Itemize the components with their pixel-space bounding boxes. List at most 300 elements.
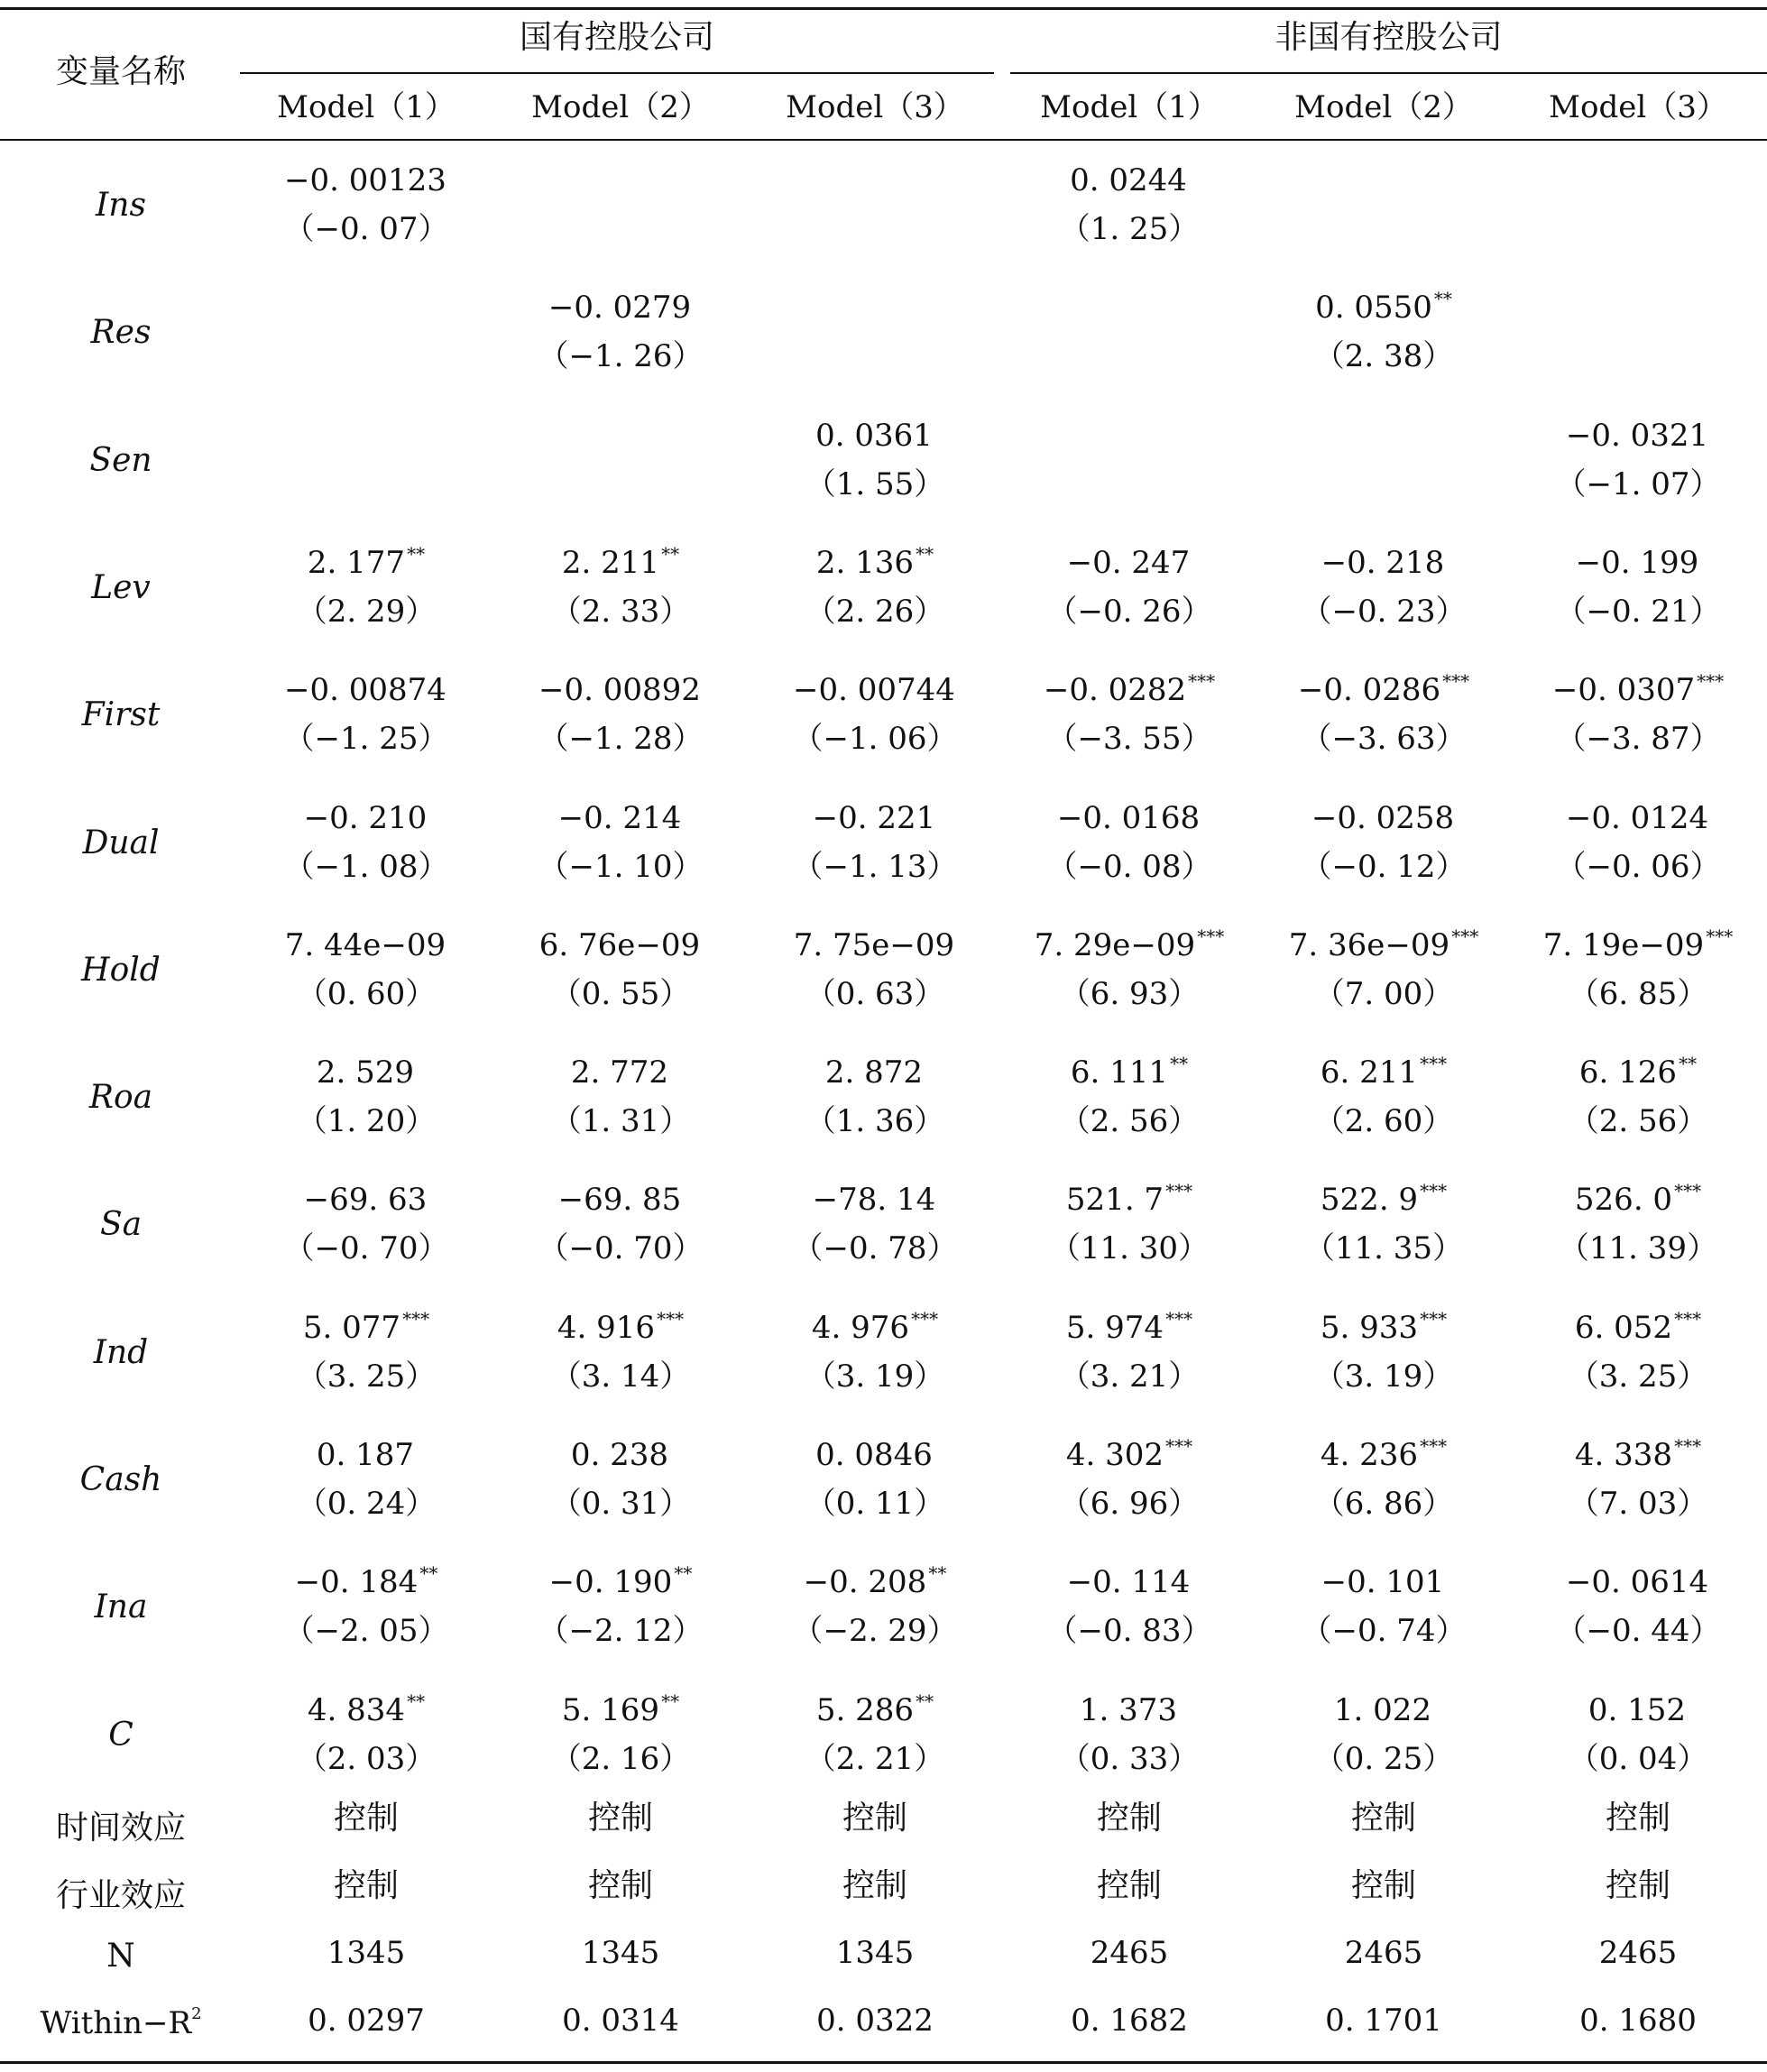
t-statistic-cell: （3. 25） xyxy=(1568,1358,1708,1395)
coefficient-cell xyxy=(494,1048,747,1097)
footer-value: 0. 1701 xyxy=(1325,2003,1442,2039)
t-statistic-cell: （−3. 87） xyxy=(1555,721,1721,758)
footer-value: 控制 xyxy=(1605,1867,1670,1904)
coefficient-value: 5. 933 xyxy=(1320,1309,1419,1346)
t-statistic-cell: （−1. 25） xyxy=(283,721,449,758)
coefficient-cell xyxy=(749,411,1001,460)
footer-value: 0. 1680 xyxy=(1579,2003,1697,2039)
coefficient-cell xyxy=(1512,411,1764,460)
coefficient-value: −0. 210 xyxy=(303,799,428,836)
group-header-state-owned: 国有控股公司 xyxy=(519,19,714,56)
model-header: Model（2） xyxy=(531,89,710,125)
t-statistic-cell: （3. 19） xyxy=(805,1358,945,1395)
footer-row-label xyxy=(4,2005,238,2041)
coefficient-cell xyxy=(749,1558,1001,1607)
t-statistic-cell: （0. 55） xyxy=(550,975,691,1012)
coefficient-value: 2. 772 xyxy=(570,1054,669,1091)
coefficient-cell xyxy=(749,1686,1001,1735)
coefficient-value: 521. 7 xyxy=(1065,1182,1164,1219)
t-statistic-cell: （2. 21） xyxy=(805,1740,945,1777)
coefficient-cell xyxy=(749,921,1001,970)
t-statistic-cell: （−0. 08） xyxy=(1046,848,1212,885)
coefficient-value: 1. 373 xyxy=(1079,1691,1178,1728)
footer-label-text: 行业效应 xyxy=(55,1877,186,1914)
coefficient-cell xyxy=(494,411,747,460)
variable-name: First xyxy=(81,696,161,734)
coefficient-value: −0. 0279 xyxy=(548,290,692,327)
header-rule xyxy=(0,139,1767,141)
coefficient-value: −0. 0258 xyxy=(1311,799,1455,836)
coefficient-value: −0. 00874 xyxy=(284,672,446,709)
coefficient-cell xyxy=(749,156,1001,205)
coefficient-cell xyxy=(1003,921,1256,970)
coefficient-cell xyxy=(240,539,492,587)
model-header: Model（1） xyxy=(277,89,456,125)
coefficient-value: 6. 111 xyxy=(1070,1054,1169,1091)
coefficient-value: 0. 0361 xyxy=(815,417,933,454)
coefficient-cell xyxy=(1512,283,1764,332)
coefficient-value: 2. 177 xyxy=(307,544,406,581)
significance-stars: *** xyxy=(1674,1180,1702,1202)
footer-value: 0. 0322 xyxy=(816,2003,934,2039)
coefficient-cell xyxy=(1257,1686,1510,1735)
coefficient-cell xyxy=(494,921,747,970)
coefficient-cell xyxy=(494,1558,747,1607)
t-statistic-cell: （−1. 07） xyxy=(1555,465,1721,502)
coefficient-cell xyxy=(749,1048,1001,1097)
top-rule xyxy=(0,7,1767,10)
coefficient-value: 6. 76e−09 xyxy=(538,926,701,963)
footer-row-label xyxy=(4,1870,238,1916)
t-statistic-cell: （−0. 21） xyxy=(1555,593,1721,630)
footer-value: 1345 xyxy=(327,1935,406,1971)
footer-value: 控制 xyxy=(587,1867,653,1904)
coefficient-value: 0. 238 xyxy=(570,1437,669,1473)
t-statistic-cell: （−1. 13） xyxy=(792,848,958,885)
significance-stars: ** xyxy=(916,542,934,565)
t-statistic-cell: （3. 14） xyxy=(550,1358,691,1395)
coefficient-cell xyxy=(1257,1303,1510,1352)
footer-label-text: Within−R xyxy=(40,2005,192,2041)
significance-stars: ** xyxy=(419,1562,438,1585)
coefficient-cell xyxy=(1257,921,1510,970)
t-statistic-cell: （2. 38） xyxy=(1313,338,1454,375)
footer-value: 2465 xyxy=(1344,1935,1423,1971)
t-statistic-cell: （−2. 29） xyxy=(792,1613,958,1650)
t-statistic-cell: （2. 33） xyxy=(550,593,691,630)
footer-row-label xyxy=(4,1938,238,1975)
coefficient-cell xyxy=(494,1431,747,1479)
significance-stars: ** xyxy=(674,1562,693,1585)
significance-stars: *** xyxy=(1674,1307,1702,1330)
coefficient-cell xyxy=(1257,411,1510,460)
coefficient-cell xyxy=(1257,1048,1510,1097)
significance-stars: ** xyxy=(1170,1053,1189,1075)
coefficient-value: −0. 0282 xyxy=(1043,672,1187,709)
coefficient-cell xyxy=(1003,1048,1256,1097)
t-statistic-cell: （6. 85） xyxy=(1568,975,1708,1012)
t-statistic-cell: （2. 26） xyxy=(805,593,945,630)
significance-stars: *** xyxy=(1697,670,1725,693)
coefficient-cell xyxy=(1512,1686,1764,1735)
variable-name: Sen xyxy=(89,441,152,479)
coefficient-cell xyxy=(1003,1303,1256,1352)
coefficient-cell xyxy=(1257,1175,1510,1224)
significance-stars: ** xyxy=(661,542,680,565)
coefficient-value: 5. 169 xyxy=(561,1691,660,1728)
t-statistic-cell: （11. 35） xyxy=(1303,1230,1464,1267)
coefficient-value: 6. 211 xyxy=(1320,1054,1419,1091)
group-header-non-state-owned: 非国有控股公司 xyxy=(1275,19,1503,56)
coefficient-value: 7. 29e−09 xyxy=(1034,926,1196,963)
coefficient-value: −78. 14 xyxy=(812,1182,936,1219)
coefficient-cell xyxy=(494,539,747,587)
t-statistic-cell: （1. 20） xyxy=(296,1103,437,1140)
variable-name: Roa xyxy=(88,1079,153,1117)
coefficient-cell xyxy=(240,921,492,970)
coefficient-cell xyxy=(1512,794,1764,843)
t-statistic-cell: （1. 36） xyxy=(805,1103,945,1140)
coefficient-cell xyxy=(494,156,747,205)
t-statistic-cell: （−1. 26） xyxy=(538,338,704,375)
significance-stars: ** xyxy=(928,1562,947,1585)
coefficient-value: −0. 0321 xyxy=(1565,417,1709,454)
t-statistic-cell: （−1. 08） xyxy=(283,848,449,885)
significance-stars: ** xyxy=(407,542,426,565)
coefficient-cell xyxy=(1257,1431,1510,1479)
t-statistic-cell: （6. 96） xyxy=(1059,1486,1200,1522)
variable-name: Res xyxy=(90,314,152,352)
coefficient-cell xyxy=(1003,1175,1256,1224)
coefficient-cell xyxy=(1257,156,1510,205)
variable-name: Ins xyxy=(96,187,146,224)
footer-value: 0. 0314 xyxy=(562,2003,679,2039)
model-header: Model（1） xyxy=(1040,89,1219,125)
t-statistic-cell: （0. 33） xyxy=(1059,1740,1200,1777)
coefficient-value: −0. 0286 xyxy=(1297,672,1441,709)
t-statistic-cell: （−0. 83） xyxy=(1046,1613,1212,1650)
significance-stars: ** xyxy=(1433,288,1452,310)
variable-name: Dual xyxy=(82,824,160,861)
t-statistic-cell: （−0. 70） xyxy=(538,1230,704,1267)
coefficient-cell xyxy=(1512,1048,1764,1097)
coefficient-value: 2. 529 xyxy=(316,1054,415,1091)
coefficient-cell xyxy=(494,283,747,332)
coefficient-cell xyxy=(1003,1686,1256,1735)
significance-stars: *** xyxy=(1420,1053,1448,1075)
t-statistic-cell: （1. 31） xyxy=(550,1103,691,1140)
coefficient-value: −0. 0614 xyxy=(1565,1564,1709,1601)
coefficient-cell xyxy=(749,666,1001,714)
variable-name-header: 变量名称 xyxy=(55,53,186,90)
t-statistic-cell: （2. 29） xyxy=(296,593,437,630)
group-underline-state-owned xyxy=(240,72,994,74)
significance-stars: *** xyxy=(1451,925,1479,947)
variable-name: Lev xyxy=(91,568,151,606)
variable-name: Hold xyxy=(81,951,161,989)
coefficient-cell xyxy=(749,283,1001,332)
coefficient-cell xyxy=(1512,921,1764,970)
coefficient-value: −69. 63 xyxy=(303,1182,428,1219)
coefficient-value: −0. 218 xyxy=(1321,544,1445,581)
t-statistic-cell: （0. 63） xyxy=(805,975,945,1012)
t-statistic-cell: （2. 56） xyxy=(1059,1103,1200,1140)
coefficient-value: 7. 36e−09 xyxy=(1288,926,1450,963)
t-statistic-cell: （3. 19） xyxy=(1313,1358,1454,1395)
coefficient-value: 7. 75e−09 xyxy=(793,926,955,963)
t-statistic-cell: （−0. 74） xyxy=(1301,1613,1467,1650)
coefficient-cell xyxy=(1512,1175,1764,1224)
footer-row-label xyxy=(4,1802,238,1848)
t-statistic-cell: （−0. 07） xyxy=(283,211,449,247)
t-statistic-cell: （−3. 63） xyxy=(1301,721,1467,758)
group-underline-non-state-owned xyxy=(1010,72,1767,74)
significance-stars: ** xyxy=(916,1690,934,1712)
coefficient-cell xyxy=(494,1175,747,1224)
coefficient-cell xyxy=(1257,666,1510,714)
t-statistic-cell: （6. 86） xyxy=(1313,1486,1454,1522)
coefficient-value: 4. 236 xyxy=(1320,1437,1419,1473)
significance-stars: *** xyxy=(911,1307,939,1330)
t-statistic-cell: （−0. 23） xyxy=(1301,593,1467,630)
coefficient-value: 6. 052 xyxy=(1574,1309,1673,1346)
footer-value: 控制 xyxy=(333,1867,399,1904)
coefficient-cell xyxy=(1003,156,1256,205)
footer-value: 1345 xyxy=(835,1935,915,1971)
t-statistic-cell: （−0. 06） xyxy=(1555,848,1721,885)
footer-value: 控制 xyxy=(1096,1800,1162,1837)
coefficient-value: 4. 916 xyxy=(557,1309,656,1346)
coefficient-value: 0. 0846 xyxy=(815,1437,933,1473)
model-header: Model（2） xyxy=(1294,89,1473,125)
coefficient-cell xyxy=(1003,411,1256,460)
significance-stars: *** xyxy=(1165,1435,1193,1457)
coefficient-cell xyxy=(240,1558,492,1607)
coefficient-cell xyxy=(1003,1558,1256,1607)
coefficient-cell xyxy=(1257,539,1510,587)
t-statistic-cell: （0. 11） xyxy=(805,1486,945,1522)
significance-stars: *** xyxy=(657,1307,685,1330)
coefficient-cell xyxy=(1512,1303,1764,1352)
coefficient-cell xyxy=(240,283,492,332)
coefficient-cell xyxy=(240,1303,492,1352)
coefficient-cell xyxy=(494,666,747,714)
t-statistic-cell: （−0. 12） xyxy=(1301,848,1467,885)
coefficient-value: 5. 286 xyxy=(815,1691,915,1728)
coefficient-value: 0. 0244 xyxy=(1070,162,1187,198)
model-header: Model（3） xyxy=(1549,89,1727,125)
coefficient-value: −69. 85 xyxy=(557,1182,682,1219)
t-statistic-cell: （2. 56） xyxy=(1568,1103,1708,1140)
significance-stars: *** xyxy=(1674,1435,1702,1457)
t-statistic-cell: （0. 04） xyxy=(1568,1740,1708,1777)
significance-stars: *** xyxy=(1197,925,1225,947)
t-statistic-cell: （−2. 05） xyxy=(283,1613,449,1650)
significance-stars: *** xyxy=(1165,1180,1193,1202)
t-statistic-cell: （2. 16） xyxy=(550,1740,691,1777)
significance-stars: *** xyxy=(1442,670,1470,693)
t-statistic-cell: （0. 60） xyxy=(296,975,437,1012)
significance-stars: ** xyxy=(1679,1053,1698,1075)
t-statistic-cell: （−0. 70） xyxy=(283,1230,449,1267)
coefficient-value: −0. 221 xyxy=(812,799,936,836)
coefficient-cell xyxy=(1512,666,1764,714)
t-statistic-cell: （3. 25） xyxy=(296,1358,437,1395)
coefficient-value: −0. 214 xyxy=(557,799,682,836)
t-statistic-cell: （−1. 06） xyxy=(792,721,958,758)
significance-stars: *** xyxy=(402,1307,430,1330)
t-statistic-cell: （−0. 26） xyxy=(1046,593,1212,630)
coefficient-value: −0. 0307 xyxy=(1551,672,1696,709)
coefficient-cell xyxy=(1257,794,1510,843)
significance-stars: *** xyxy=(1188,670,1216,693)
coefficient-value: 4. 302 xyxy=(1065,1437,1164,1473)
significance-stars: *** xyxy=(1420,1435,1448,1457)
variable-name: Cash xyxy=(79,1461,162,1498)
coefficient-value: −0. 247 xyxy=(1066,544,1191,581)
coefficient-value: −0. 208 xyxy=(803,1564,927,1601)
coefficient-value: −0. 00123 xyxy=(284,162,446,198)
t-statistic-cell: （−0. 78） xyxy=(792,1230,958,1267)
variable-name: Sa xyxy=(99,1206,143,1244)
t-statistic-cell: （−0. 44） xyxy=(1555,1613,1721,1650)
t-statistic-cell: （11. 39） xyxy=(1558,1230,1718,1267)
coefficient-cell xyxy=(1512,1431,1764,1479)
coefficient-value: −0. 190 xyxy=(548,1564,673,1601)
coefficient-cell xyxy=(749,1431,1001,1479)
footer-value: 1345 xyxy=(581,1935,660,1971)
footer-value: 2465 xyxy=(1090,1935,1169,1971)
coefficient-value: −0. 199 xyxy=(1575,544,1699,581)
significance-stars: *** xyxy=(1420,1307,1448,1330)
coefficient-value: 4. 834 xyxy=(307,1691,406,1728)
variable-name: C xyxy=(108,1716,133,1754)
coefficient-value: 2. 136 xyxy=(815,544,915,581)
footer-value: 控制 xyxy=(587,1800,653,1837)
t-statistic-cell: （3. 21） xyxy=(1059,1358,1200,1395)
significance-stars: *** xyxy=(1165,1307,1193,1330)
coefficient-value: −0. 101 xyxy=(1321,1564,1445,1601)
footer-value: 控制 xyxy=(1096,1867,1162,1904)
coefficient-cell xyxy=(1003,794,1256,843)
coefficient-cell xyxy=(240,156,492,205)
coefficient-cell xyxy=(1512,1558,1764,1607)
t-statistic-cell: （1. 55） xyxy=(805,465,945,502)
coefficient-cell xyxy=(240,1175,492,1224)
coefficient-cell xyxy=(1003,666,1256,714)
t-statistic-cell: （0. 31） xyxy=(550,1486,691,1522)
coefficient-cell xyxy=(240,1431,492,1479)
coefficient-cell xyxy=(749,794,1001,843)
significance-stars: *** xyxy=(1706,925,1734,947)
significance-stars: ** xyxy=(661,1690,680,1712)
coefficient-cell xyxy=(240,411,492,460)
t-statistic-cell: （−1. 10） xyxy=(538,848,704,885)
coefficient-value: 6. 126 xyxy=(1578,1054,1678,1091)
significance-stars: *** xyxy=(1420,1180,1448,1202)
coefficient-value: 4. 976 xyxy=(811,1309,910,1346)
coefficient-cell xyxy=(1512,539,1764,587)
t-statistic-cell: （2. 03） xyxy=(296,1740,437,1777)
coefficient-value: 526. 0 xyxy=(1574,1182,1673,1219)
t-statistic-cell: （7. 00） xyxy=(1313,975,1454,1012)
footer-value: 0. 0297 xyxy=(308,2003,425,2039)
coefficient-value: 0. 187 xyxy=(316,1437,415,1473)
coefficient-cell xyxy=(494,794,747,843)
coefficient-cell xyxy=(240,1686,492,1735)
coefficient-cell xyxy=(1257,1558,1510,1607)
coefficient-cell xyxy=(1003,283,1256,332)
t-statistic-cell: （1. 25） xyxy=(1059,211,1200,247)
t-statistic-cell: （−3. 55） xyxy=(1046,721,1212,758)
coefficient-value: 7. 44e−09 xyxy=(284,926,446,963)
coefficient-value: 4. 338 xyxy=(1574,1437,1673,1473)
t-statistic-cell: （−2. 12） xyxy=(538,1613,704,1650)
coefficient-cell xyxy=(240,1048,492,1097)
t-statistic-cell: （2. 60） xyxy=(1313,1103,1454,1140)
model-header: Model（3） xyxy=(786,89,964,125)
coefficient-cell xyxy=(749,1303,1001,1352)
t-statistic-cell: （0. 25） xyxy=(1313,1740,1454,1777)
coefficient-cell xyxy=(240,794,492,843)
t-statistic-cell: （0. 24） xyxy=(296,1486,437,1522)
t-statistic-cell: （−1. 28） xyxy=(538,721,704,758)
t-statistic-cell: （11. 30） xyxy=(1049,1230,1210,1267)
coefficient-value: −0. 114 xyxy=(1066,1564,1191,1601)
coefficient-value: 5. 077 xyxy=(302,1309,401,1346)
bottom-rule xyxy=(0,2061,1767,2064)
variable-name: Ind xyxy=(93,1333,149,1371)
coefficient-value: 2. 872 xyxy=(824,1054,924,1091)
coefficient-cell xyxy=(494,1303,747,1352)
coefficient-value: 1. 022 xyxy=(1333,1691,1432,1728)
t-statistic-cell: （7. 03） xyxy=(1568,1486,1708,1522)
variable-name: Ina xyxy=(94,1589,148,1626)
t-statistic-cell: （6. 93） xyxy=(1059,975,1200,1012)
coefficient-cell xyxy=(1512,156,1764,205)
coefficient-cell xyxy=(1257,283,1510,332)
coefficient-value: −0. 00892 xyxy=(538,672,701,709)
coefficient-value: −0. 0124 xyxy=(1565,799,1709,836)
footer-value: 2465 xyxy=(1598,1935,1678,1971)
coefficient-cell xyxy=(1003,539,1256,587)
coefficient-value: −0. 184 xyxy=(294,1564,419,1601)
coefficient-cell xyxy=(749,539,1001,587)
coefficient-cell xyxy=(1003,1431,1256,1479)
footer-value: 控制 xyxy=(842,1867,907,1904)
significance-stars: ** xyxy=(407,1690,426,1712)
footer-value: 控制 xyxy=(1605,1800,1670,1837)
coefficient-value: 7. 19e−09 xyxy=(1542,926,1705,963)
coefficient-value: 0. 152 xyxy=(1588,1691,1687,1728)
coefficient-cell xyxy=(494,1686,747,1735)
coefficient-value: −0. 00744 xyxy=(793,672,955,709)
coefficient-cell xyxy=(749,1175,1001,1224)
footer-label-text: N xyxy=(106,1938,135,1975)
footer-value: 控制 xyxy=(333,1800,399,1837)
coefficient-value: 5. 974 xyxy=(1065,1309,1164,1346)
footer-value: 控制 xyxy=(1350,1800,1416,1837)
coefficient-value: 2. 211 xyxy=(561,544,660,581)
footer-value: 控制 xyxy=(842,1800,907,1837)
footer-value: 0. 1682 xyxy=(1071,2003,1188,2039)
coefficient-value: 522. 9 xyxy=(1320,1182,1419,1219)
footer-value: 控制 xyxy=(1350,1867,1416,1904)
coefficient-value: 0. 0550 xyxy=(1315,290,1432,327)
superscript: 2 xyxy=(191,2004,202,2023)
coefficient-value: −0. 0168 xyxy=(1056,799,1201,836)
coefficient-cell xyxy=(240,666,492,714)
